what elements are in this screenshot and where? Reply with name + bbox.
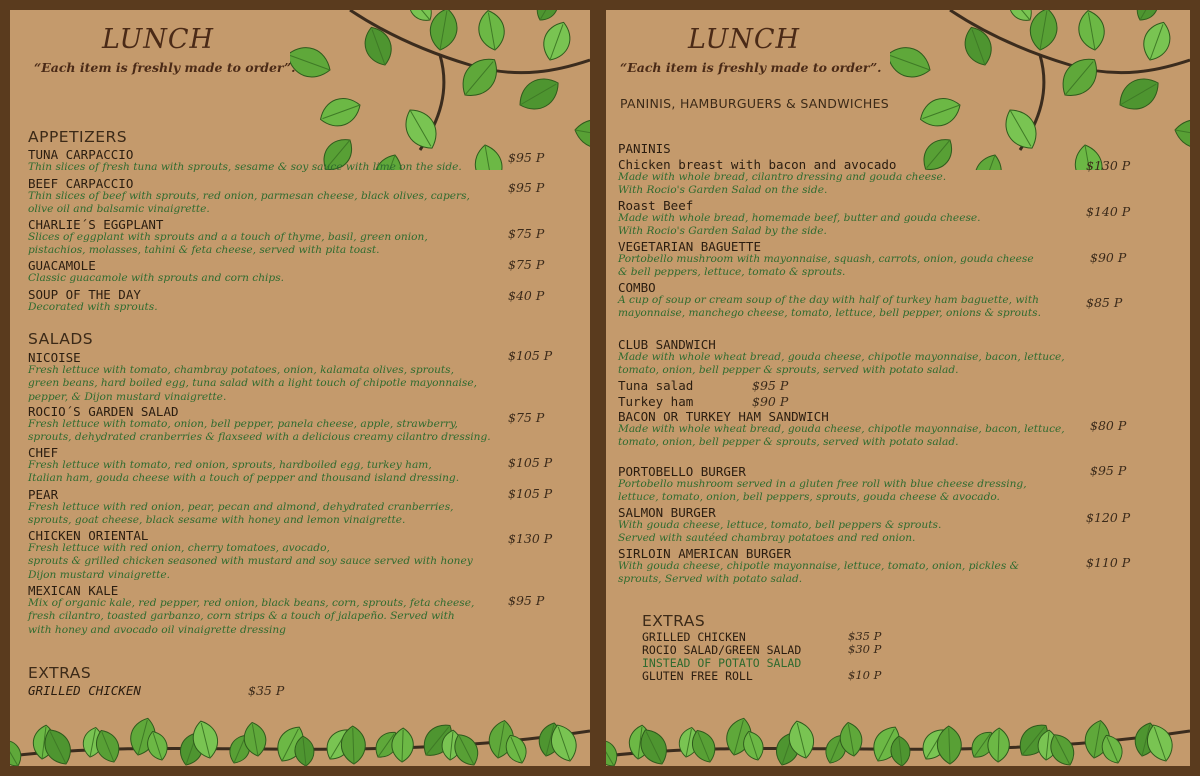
item-price: $90 P	[1090, 250, 1127, 265]
extra-name: ROCIO SALAD/GREEN SALAD	[642, 643, 802, 657]
item-price: $95 P	[752, 378, 789, 393]
item-name: CHARLIE´S EGGPLANT	[28, 217, 164, 232]
item-price: $95 P	[1090, 463, 1127, 478]
item-description: Decorated with sprouts.	[28, 301, 158, 313]
item-name: VEGETARIAN BAGUETTE	[618, 239, 761, 254]
item-description: Made with whole bread, cilantro dressing and gouda cheese. With Rocio's Garden Salad on the side.	[618, 171, 947, 197]
section-heading-extras: EXTRAS	[642, 612, 706, 630]
leaf-icon	[573, 116, 590, 151]
item-price: $105 P	[508, 455, 553, 470]
leaf-icon	[359, 23, 396, 69]
extra-price: $35 P	[248, 683, 285, 698]
item-description: Thin slices of fresh tuna with sprouts, sesame & soy sauce with lime on the side.	[28, 161, 462, 173]
item-description: Portobello mushroom with mayonnaise, squash, carrots, onion, gouda cheese & bell peppers, lettuce, tomato & sprouts.	[618, 253, 1034, 279]
extra-name: INSTEAD OF POTATO SALAD	[642, 656, 802, 670]
item-price: $75 P	[508, 226, 545, 241]
item-price: $110 P	[1086, 555, 1131, 570]
item-description: Slices of eggplant with sprouts and a a touch of thyme, basil, green onion, pistachios, molasses, tahini & feta cheese, served with pita toast.	[28, 231, 428, 257]
extra-price: $30 P	[848, 642, 882, 656]
leaf-icon	[454, 50, 506, 104]
item-description: With gouda cheese, chipotle mayonnaise, lettuce, tomato, onion, pickles & sprouts, Served with potato salad.	[618, 560, 1020, 586]
item-name: SIRLOIN AMERICAN BURGER	[618, 546, 792, 561]
leaf-icon	[916, 132, 959, 170]
leaf-icon	[532, 10, 563, 25]
leaf-icon	[890, 41, 935, 83]
leaf-icon	[606, 735, 622, 766]
item-name: Roast Beef	[618, 198, 694, 213]
item-name: COMBO	[618, 280, 656, 295]
item-price: $80 P	[1090, 418, 1127, 433]
item-price: $85 P	[1086, 295, 1123, 310]
leaf-icon	[1113, 71, 1165, 117]
item-description: Portobello mushroom served in a gluten free roll with blue cheese dressing, lettuce, tomato, onion, bell peppers, sprouts, gouda cheese & avocado.	[618, 478, 1027, 504]
item-price: $140 P	[1086, 204, 1131, 219]
item-price: $90 P	[752, 394, 789, 409]
item-description: A cup of soup or cream soup of the day with half of turkey ham baguette, with mayonnaise, manchego cheese, tomato, lettuce, bell pepper, onions & sprouts.	[618, 294, 1041, 320]
item-name: BACON OR TURKEY HAM SANDWICH	[618, 409, 829, 424]
leaf-icon	[476, 10, 508, 52]
item-description: Fresh lettuce with tomato, red onion, sprouts, hardboiled egg, turkey ham, Italian ham, gouda cheese with a touch of pepper and thousand island dressing.	[28, 459, 460, 485]
leaves-decoration	[890, 10, 1190, 170]
leaves-border-decoration	[10, 696, 590, 766]
leaf-icon	[290, 41, 335, 83]
extra-name: GRILLED CHICKEN	[28, 683, 141, 698]
leaves-decoration	[290, 10, 590, 170]
leaves-border-decoration	[606, 696, 1190, 766]
item-price: $95 P	[508, 180, 545, 195]
extra-price: $35 P	[848, 629, 882, 643]
item-name: ROCIO´S GARDEN SALAD	[28, 404, 179, 419]
item-name: PORTOBELLO BURGER	[618, 464, 746, 479]
item-price: $130 P	[1086, 158, 1131, 173]
item-name: SOUP OF THE DAY	[28, 287, 141, 302]
item-name: MEXICAN KALE	[28, 583, 119, 598]
leaf-icon	[316, 93, 365, 132]
menu-page-left	[10, 10, 590, 766]
item-price: $105 P	[508, 348, 553, 363]
leaf-icon	[10, 735, 26, 766]
leaf-icon	[1076, 10, 1108, 52]
page-title: LUNCH	[688, 24, 801, 55]
item-description: With gouda cheese, lettuce, tomato, bell peppers & sprouts. Served with sautéed chambray potatoes and red onion.	[618, 519, 942, 545]
leaf-icon	[427, 10, 460, 52]
item-description: Classic guacamole with sprouts and corn chips.	[28, 272, 285, 284]
item-price: $95 P	[508, 593, 545, 608]
item-description: Made with whole wheat bread, gouda cheese, chipotle mayonnaise, bacon, lettuce, tomato, onion, bell pepper & sprouts, served with potato salad.	[618, 423, 1065, 449]
leaf-icon	[472, 143, 505, 170]
item-price: $75 P	[508, 410, 545, 425]
item-name: CLUB SANDWICH	[618, 337, 716, 352]
leaf-icon	[959, 23, 996, 69]
item-name: TUNA CARPACCIO	[28, 147, 134, 162]
item-name: NICOISE	[28, 350, 81, 365]
section-heading-salads: SALADS	[28, 330, 94, 348]
item-description: Fresh lettuce with red onion, pear, pecan and almond, dehydrated cranberries, sprouts, goat cheese, black sesame with honey and lemon vinaigrette.	[28, 501, 454, 527]
leaf-icon	[916, 93, 965, 132]
section-heading-appetizers: APPETIZERS	[28, 128, 128, 146]
tagline: “Each item is freshly made to order”.	[34, 60, 296, 75]
section-heading-extras: EXTRAS	[28, 664, 92, 682]
item-description: Made with whole bread, homemade beef, butter and gouda cheese. With Rocio's Garden Salad by the side.	[618, 212, 981, 238]
leaf-icon	[969, 151, 1006, 170]
item-price: $95 P	[508, 150, 545, 165]
item-name: Chicken breast with bacon and avocado	[618, 157, 897, 172]
tagline: “Each item is freshly made to order”.	[620, 60, 882, 75]
item-description: Fresh lettuce with tomato, onion, bell pepper, panela cheese, apple, strawberry, sprouts, dehydrated cranberries & flaxseed with a delicious creamy cilantro dressing.	[28, 418, 491, 444]
extra-name: GLUTEN FREE ROLL	[642, 669, 753, 683]
item-description: Made with whole wheat bread, gouda cheese, chipotle mayonnaise, bacon, lettuce, tomato, onion, bell pepper & sprouts, served with potato salad.	[618, 351, 1065, 377]
item-description: Fresh lettuce with tomato, chambray potatoes, onion, kalamata olives, sprouts, green beans, hard boiled egg, tuna salad with a light touch of chipotle mayonnaise, pepper, & Dijon mustard vinaigrette.	[28, 364, 477, 403]
item-description: Fresh lettuce with red onion, cherry tomatoes, avocado, sprouts & grilled chicken seasoned with mustard and soy sauce served with honey Dijon mustard vinaigrette.	[28, 542, 473, 581]
item-name: Turkey ham	[618, 394, 694, 409]
item-name: GUACAMOLE	[28, 258, 96, 273]
item-price: $105 P	[508, 486, 553, 501]
page-title: LUNCH	[102, 24, 215, 55]
item-name: BEEF CARPACCIO	[28, 176, 134, 191]
leaf-icon	[1027, 10, 1060, 52]
leaf-icon	[1138, 18, 1175, 64]
item-name: SALMON BURGER	[618, 505, 716, 520]
item-name: CHICKEN ORIENTAL	[28, 528, 149, 543]
item-description: Mix of organic kale, red pepper, red onion, black beans, corn, sprouts, feta cheese, fresh cilantro, toasted garbanzo, corn strips & a touch of jalapeño. Served with with honey and avocado oil vinaigrette dressing	[28, 597, 475, 636]
leaf-icon	[1132, 10, 1163, 25]
item-description: Thin slices of beef with sprouts, red onion, parmesan cheese, black olives, capers, olive oil and balsamic vinaigrette.	[28, 190, 470, 216]
leaf-icon	[538, 18, 575, 64]
extra-price: $10 P	[848, 668, 882, 682]
item-name: CHEF	[28, 445, 59, 460]
page-subtitle: PANINIS, HAMBURGUERS & SANDWICHES	[620, 96, 890, 111]
leaf-icon	[1173, 116, 1190, 151]
item-price: $120 P	[1086, 510, 1131, 525]
extra-name: GRILLED CHICKEN	[642, 630, 746, 644]
item-name: Tuna salad	[618, 378, 694, 393]
item-name: PEAR	[28, 487, 59, 502]
item-name: PANINIS	[618, 141, 671, 156]
leaf-icon	[1054, 50, 1106, 104]
item-price: $130 P	[508, 531, 553, 546]
item-price: $40 P	[508, 288, 545, 303]
menu-page-right	[606, 10, 1190, 766]
leaf-icon	[513, 71, 565, 117]
item-price: $75 P	[508, 257, 545, 272]
